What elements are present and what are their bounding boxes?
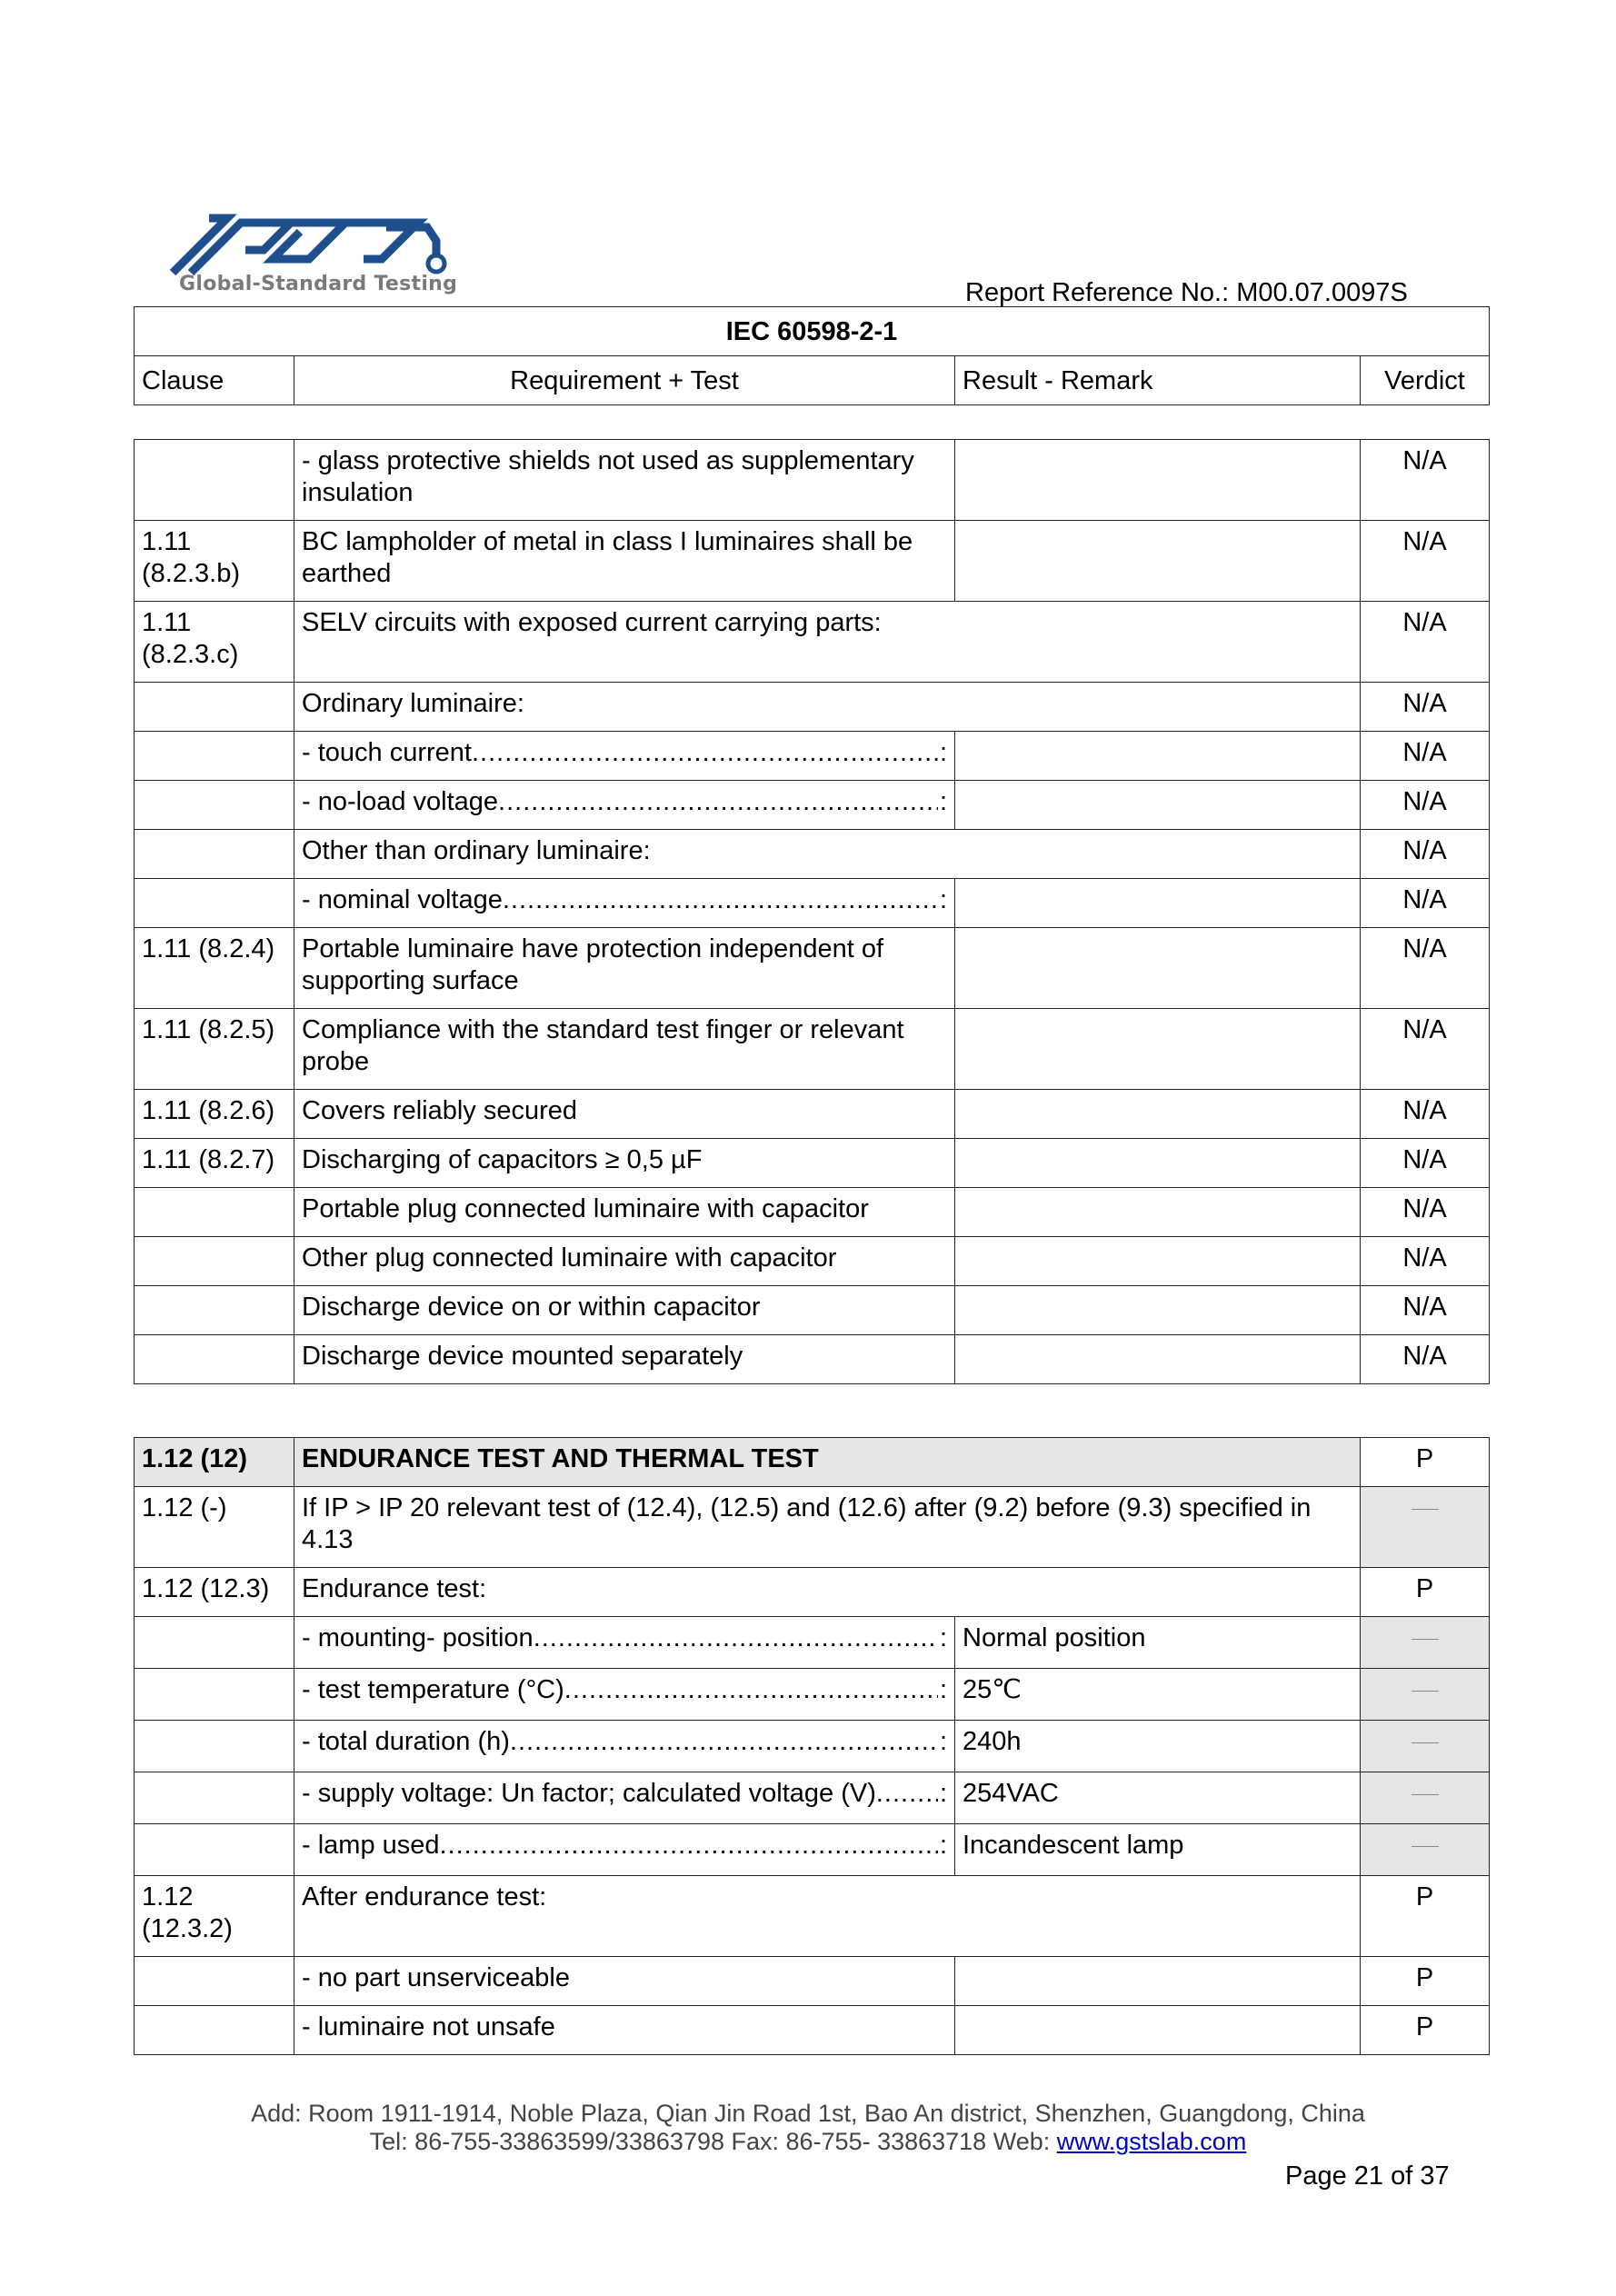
- verdict-cell: N/A: [1361, 602, 1490, 683]
- table-row: [135, 1438, 1490, 1487]
- verdict-dash: [1412, 1509, 1439, 1510]
- footer-contact: [0, 2128, 1616, 2156]
- verdict-cell: [1361, 1824, 1490, 1876]
- verdict-cell: N/A: [1361, 1009, 1490, 1090]
- clause-cell: [135, 1286, 294, 1335]
- requirement-cell: - luminaire not unsafe: [294, 2006, 955, 2055]
- clause-cell: 1.12 (12.3): [135, 1568, 294, 1617]
- verdict-cell: P: [1361, 1438, 1490, 1487]
- requirement-cell: - supply voltage: Un factor; calculated voltage (V) ..... :: [294, 1772, 955, 1824]
- verdict-cell: [1361, 1617, 1490, 1669]
- requirement-text: - mounting- position: [302, 1623, 534, 1652]
- verdict-cell: N/A: [1361, 879, 1490, 928]
- table-row: [135, 1568, 1490, 1617]
- requirement-cell: - touch current ..... :: [294, 732, 955, 781]
- clause-cell: [135, 879, 294, 928]
- table-row: [135, 1824, 1490, 1876]
- clause-cell: [135, 2006, 294, 2055]
- result-cell: [955, 1009, 1361, 1090]
- requirement-cell: - test temperature (°C) ..... :: [294, 1669, 955, 1721]
- requirement-cell: Portable luminaire have protection independent of supporting surface: [294, 928, 955, 1009]
- table-row: [135, 2006, 1490, 2055]
- section-title: ENDURANCE TEST AND THERMAL TEST: [294, 1438, 1361, 1487]
- table-row: [135, 1957, 1490, 2006]
- requirement-cell: Other than ordinary luminaire:: [294, 830, 1361, 879]
- verdict-cell: N/A: [1361, 1090, 1490, 1139]
- clause-cell: 1.12 (12.3.2): [135, 1876, 294, 1957]
- clause-cell: [135, 1669, 294, 1721]
- clause-cell: [135, 781, 294, 830]
- footer-address: Add: Room 1911-1914, Noble Plaza, Qian Jin Road 1st, Bao An district, Shenzhen, Guangdong, China: [251, 2100, 1365, 2127]
- result-cell: 25℃: [955, 1669, 1361, 1721]
- table-row: [135, 879, 1490, 928]
- standard-title: IEC 60598-2-1: [135, 307, 1490, 356]
- page-number: Page 21 of 37: [1285, 2161, 1450, 2191]
- clause-cell: [135, 683, 294, 732]
- result-cell: [955, 1957, 1361, 2006]
- clause-cell: 1.12 (-): [135, 1487, 294, 1568]
- clause-cell: 1.11 (8.2.3.c): [135, 602, 294, 683]
- verdict-cell: N/A: [1361, 928, 1490, 1009]
- requirement-cell: SELV circuits with exposed current carrying parts:: [294, 602, 1361, 683]
- result-cell: [955, 1335, 1361, 1384]
- result-cell: Normal position: [955, 1617, 1361, 1669]
- verdict-cell: N/A: [1361, 440, 1490, 521]
- verdict-cell: [1361, 1721, 1490, 1772]
- clause-table-2: [134, 1437, 1490, 2055]
- table-row: [135, 830, 1490, 879]
- verdict-cell: P: [1361, 2006, 1490, 2055]
- table-row: [135, 1237, 1490, 1286]
- requirement-text: - total duration (h): [302, 1727, 510, 1756]
- clause-cell: [135, 732, 294, 781]
- clause-cell: [135, 1237, 294, 1286]
- clause-cell: 1.11 (8.2.7): [135, 1139, 294, 1188]
- table-row: [135, 1669, 1490, 1721]
- logo-text: Global-Standard Testing: [179, 273, 458, 295]
- clause-cell: [135, 1772, 294, 1824]
- report-reference: Report Reference No.: M00.07.0097S: [965, 278, 1408, 307]
- header-table: [134, 306, 1490, 405]
- clause-cell: [135, 1335, 294, 1384]
- table-row: [135, 521, 1490, 602]
- clause-cell: 1.12 (12): [135, 1438, 294, 1487]
- requirement-cell: If IP > IP 20 relevant test of (12.4), (12.5) and (12.6) after (9.2) before (9.3) specified in 4.13: [294, 1487, 1361, 1568]
- requirement-text: - no-load voltage: [302, 787, 499, 816]
- result-cell: [955, 1286, 1361, 1335]
- result-cell: [955, 879, 1361, 928]
- result-cell: [955, 732, 1361, 781]
- requirement-cell: - glass protective shields not used as supplementary insulation: [294, 440, 955, 521]
- col-requirement: Requirement + Test: [294, 356, 955, 405]
- table-row: [135, 1188, 1490, 1237]
- verdict-cell: N/A: [1361, 521, 1490, 602]
- result-cell: [955, 440, 1361, 521]
- result-cell: [955, 1090, 1361, 1139]
- result-cell: [955, 521, 1361, 602]
- verdict-cell: N/A: [1361, 1335, 1490, 1384]
- requirement-cell: Endurance test:: [294, 1568, 1361, 1617]
- verdict-cell: P: [1361, 1568, 1490, 1617]
- verdict-cell: [1361, 1487, 1490, 1568]
- col-verdict: Verdict: [1361, 356, 1490, 405]
- requirement-cell: Discharge device on or within capacitor: [294, 1286, 955, 1335]
- verdict-dash: [1412, 1742, 1439, 1743]
- table-row: [135, 602, 1490, 683]
- verdict-cell: N/A: [1361, 1286, 1490, 1335]
- result-cell: [955, 928, 1361, 1009]
- table-row: [135, 1721, 1490, 1772]
- requirement-cell: Compliance with the standard test finger or relevant probe: [294, 1009, 955, 1090]
- result-cell: [955, 1237, 1361, 1286]
- requirement-cell: Portable plug connected luminaire with capacitor: [294, 1188, 955, 1237]
- result-cell: 240h: [955, 1721, 1361, 1772]
- verdict-cell: N/A: [1361, 1237, 1490, 1286]
- table-row: [135, 928, 1490, 1009]
- requirement-cell: - no-load voltage ..... :: [294, 781, 955, 830]
- requirement-text: - supply voltage: Un factor; calculated voltage (V): [302, 1779, 876, 1808]
- requirement-cell: - total duration (h) ..... :: [294, 1721, 955, 1772]
- table-row: [135, 1286, 1490, 1335]
- website-link[interactable]: www.gstslab.com: [1056, 2128, 1247, 2155]
- verdict-dash: [1412, 1794, 1439, 1795]
- table-row: [135, 732, 1490, 781]
- requirement-text: - nominal voltage: [302, 885, 503, 914]
- requirement-text: - lamp used: [302, 1831, 440, 1860]
- requirement-cell: Ordinary luminaire:: [294, 683, 1361, 732]
- requirement-cell: - lamp used ..... :: [294, 1824, 955, 1876]
- verdict-cell: N/A: [1361, 1139, 1490, 1188]
- verdict-cell: N/A: [1361, 1188, 1490, 1237]
- requirement-cell: BC lampholder of metal in class I luminaires shall be earthed: [294, 521, 955, 602]
- table-row: [135, 1090, 1490, 1139]
- verdict-cell: P: [1361, 1876, 1490, 1957]
- requirement-cell: Other plug connected luminaire with capacitor: [294, 1237, 955, 1286]
- requirement-cell: Discharging of capacitors ≥ 0,5 µF: [294, 1139, 955, 1188]
- requirement-text: - test temperature (°C): [302, 1675, 564, 1704]
- verdict-cell: [1361, 1669, 1490, 1721]
- clause-cell: [135, 1824, 294, 1876]
- table-row: [135, 1009, 1490, 1090]
- requirement-cell: - nominal voltage ..... :: [294, 879, 955, 928]
- col-clause: Clause: [135, 356, 294, 405]
- requirement-cell: After endurance test:: [294, 1876, 1361, 1957]
- requirement-cell: - no part unserviceable: [294, 1957, 955, 2006]
- requirement-text: - touch current: [302, 738, 472, 767]
- result-cell: Incandescent lamp: [955, 1824, 1361, 1876]
- clause-cell: 1.11 (8.2.5): [135, 1009, 294, 1090]
- verdict-cell: N/A: [1361, 830, 1490, 879]
- table-row: [135, 1335, 1490, 1384]
- verdict-dash: [1412, 1846, 1439, 1847]
- col-result: Result - Remark: [955, 356, 1361, 405]
- requirement-cell: Covers reliably secured: [294, 1090, 955, 1139]
- clause-cell: [135, 440, 294, 521]
- verdict-cell: [1361, 1772, 1490, 1824]
- result-cell: [955, 1139, 1361, 1188]
- result-cell: [955, 781, 1361, 830]
- verdict-cell: P: [1361, 1957, 1490, 2006]
- clause-cell: 1.11 (8.2.3.b): [135, 521, 294, 602]
- requirement-cell: - mounting- position ..... :: [294, 1617, 955, 1669]
- verdict-cell: N/A: [1361, 732, 1490, 781]
- clause-cell: 1.11 (8.2.6): [135, 1090, 294, 1139]
- requirement-cell: Discharge device mounted separately: [294, 1335, 955, 1384]
- table-row: [135, 1139, 1490, 1188]
- result-cell: [955, 1188, 1361, 1237]
- table-row: [135, 781, 1490, 830]
- result-cell: [955, 2006, 1361, 2055]
- table-row: [135, 1772, 1490, 1824]
- clause-table-1: [134, 439, 1490, 1384]
- verdict-dash: [1412, 1639, 1439, 1640]
- clause-cell: [135, 830, 294, 879]
- table-row: [135, 1617, 1490, 1669]
- clause-cell: [135, 1188, 294, 1237]
- table-row: [135, 683, 1490, 732]
- result-cell: 254VAC: [955, 1772, 1361, 1824]
- table-row: [135, 440, 1490, 521]
- clause-cell: [135, 1957, 294, 2006]
- verdict-cell: N/A: [1361, 781, 1490, 830]
- clause-cell: 1.11 (8.2.4): [135, 928, 294, 1009]
- clause-cell: [135, 1617, 294, 1669]
- table-row: [135, 1876, 1490, 1957]
- verdict-cell: N/A: [1361, 683, 1490, 732]
- footer-contact-text: Tel: 86-755-33863599/33863798 Fax: 86-755- 33863718 Web:: [369, 2128, 1057, 2155]
- verdict-dash: [1412, 1691, 1439, 1692]
- clause-cell: [135, 1721, 294, 1772]
- table-row: [135, 1487, 1490, 1568]
